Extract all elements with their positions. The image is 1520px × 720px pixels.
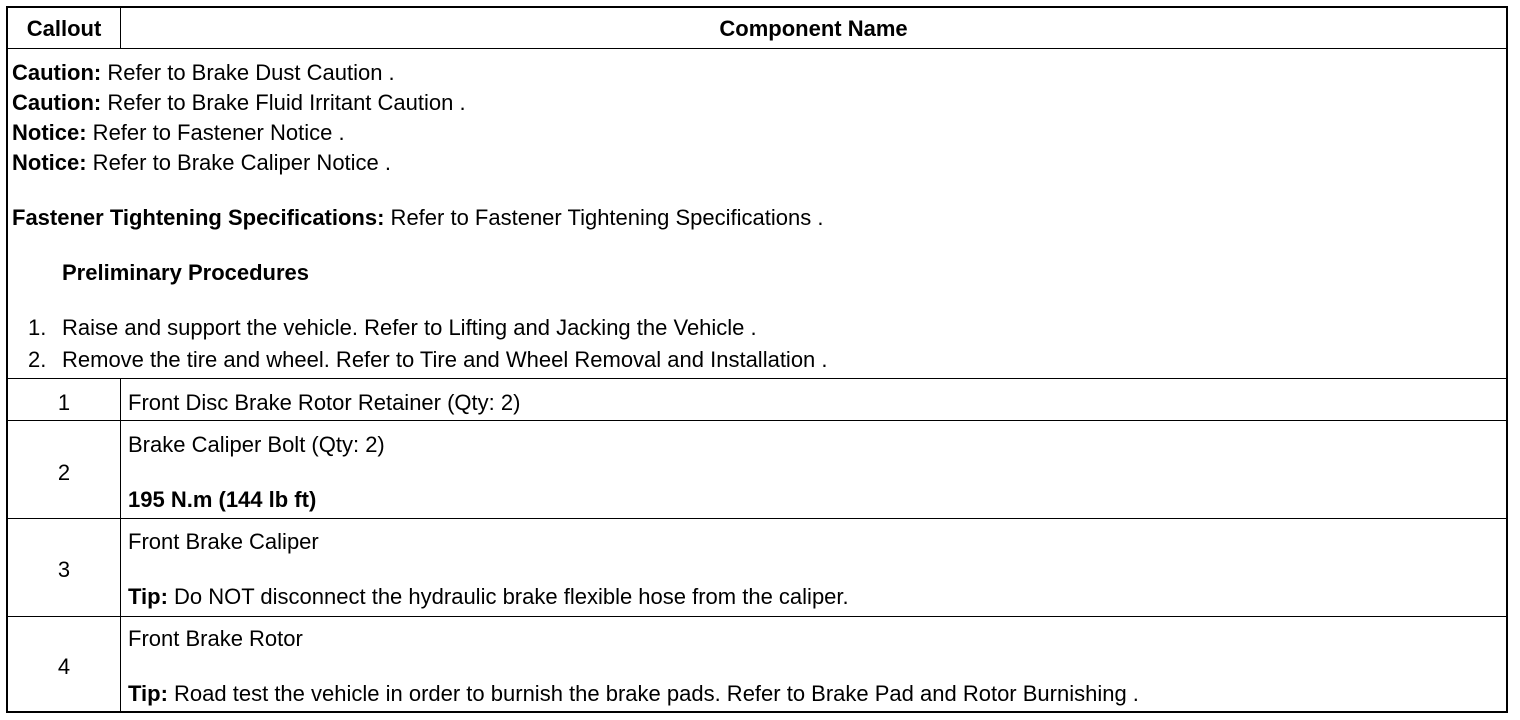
row-torque-spec: 195 N.m (144 lb ft) bbox=[128, 487, 317, 512]
step-text: Raise and support the vehicle. Refer to Lifting and Jacking the Vehicle . bbox=[62, 315, 757, 340]
row-divider bbox=[8, 616, 1506, 617]
tip-text: Do NOT disconnect the hydraulic brake flexible hose from the caliper. bbox=[167, 584, 849, 609]
row-callout: 1 bbox=[57, 390, 71, 415]
fastener-text: Refer to Fastener Tightening Specifications . bbox=[384, 205, 824, 230]
preliminary-procedures-title: Preliminary Procedures bbox=[62, 260, 310, 285]
row-tip bbox=[128, 584, 849, 610]
step-number: 1. bbox=[28, 315, 47, 340]
header-component-name: Component Name bbox=[719, 16, 908, 41]
tip-text: Road test the vehicle in order to burnish the brake pads. Refer to Brake Pad and Rotor Burnishing . bbox=[167, 681, 1139, 706]
column-divider bbox=[120, 378, 121, 713]
note-text: Refer to Brake Dust Caution . bbox=[101, 60, 395, 85]
components-table bbox=[6, 6, 1508, 713]
row-component-name: Brake Caliper Bolt (Qty: 2) bbox=[128, 432, 385, 457]
header-divider bbox=[8, 48, 1506, 49]
note-text: Refer to Brake Fluid Irritant Caution . bbox=[101, 90, 466, 115]
row-component-name: Front Brake Rotor bbox=[128, 626, 303, 651]
notice-note bbox=[12, 150, 391, 176]
row-component-name: Front Brake Caliper bbox=[128, 529, 319, 554]
note-label: Caution: bbox=[12, 60, 102, 85]
note-label: Notice: bbox=[12, 150, 87, 175]
note-label: Notice: bbox=[12, 120, 87, 145]
row-callout: 2 bbox=[57, 460, 71, 485]
row-divider bbox=[8, 420, 1506, 421]
fastener-label: Fastener Tightening Specifications: bbox=[12, 205, 385, 230]
row-component-name: Front Disc Brake Rotor Retainer (Qty: 2) bbox=[128, 390, 521, 415]
intro-divider bbox=[8, 378, 1506, 379]
note-text: Refer to Fastener Notice . bbox=[86, 120, 345, 145]
notice-note bbox=[12, 120, 345, 146]
note-text: Refer to Brake Caliper Notice . bbox=[86, 150, 392, 175]
tip-label: Tip: bbox=[128, 584, 168, 609]
header-callout: Callout bbox=[26, 16, 102, 41]
tip-label: Tip: bbox=[128, 681, 168, 706]
row-callout: 4 bbox=[57, 654, 71, 679]
row-divider bbox=[8, 518, 1506, 519]
fastener-specifications bbox=[12, 205, 823, 231]
caution-note bbox=[12, 60, 395, 86]
row-tip bbox=[128, 681, 1139, 707]
caution-note bbox=[12, 90, 466, 116]
row-callout: 3 bbox=[57, 557, 71, 582]
step-text: Remove the tire and wheel. Refer to Tire and Wheel Removal and Installation . bbox=[62, 347, 828, 372]
step-number: 2. bbox=[28, 347, 47, 372]
note-label: Caution: bbox=[12, 90, 102, 115]
